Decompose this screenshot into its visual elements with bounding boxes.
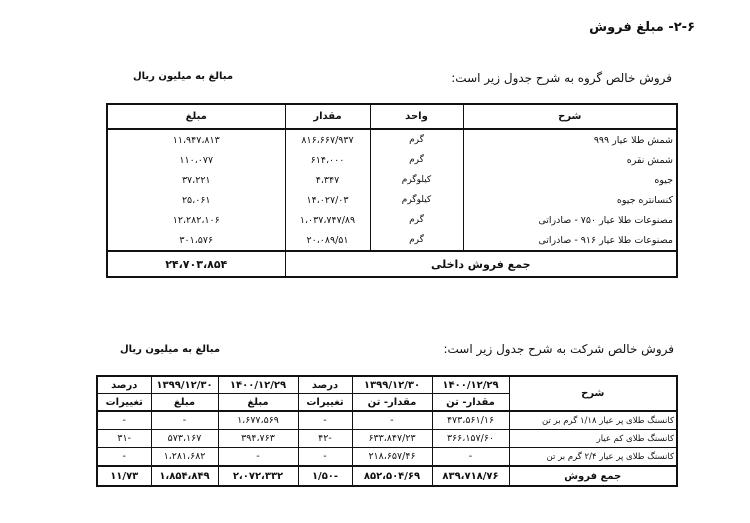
cell-amount-current: ۱،۶۷۷،۵۶۹ [218,411,298,430]
cell-amount: ۲۵،۰۶۱ [107,190,285,210]
cell-amount-change: -۳۱ [97,430,151,448]
header-desc: شرح [463,104,677,129]
header-qty: مقدار [285,104,370,129]
cell-desc: کنسانتره جیوه [463,190,677,210]
cell-qty-current: ۳۶۶،۱۵۷/۶۰ [432,430,509,448]
total-amount-change: ۱۱/۷۳ [97,466,151,486]
total-amount-current: ۲،۰۷۲،۳۳۲ [218,466,298,486]
cell-amount: ۱۱۰،۰۷۷ [107,150,285,170]
cell-desc: شمش نقره [463,150,677,170]
subheader-amount-previous: مبلغ [151,394,218,412]
header-date-current-amount: ۱۴۰۰/۱۲/۲۹ [218,376,298,394]
cell-qty-previous: ۲۱۸،۶۵۷/۴۶ [352,448,432,467]
table-header-row [107,104,677,129]
total-qty-previous: ۸۵۲،۵۰۴/۶۹ [352,466,432,486]
cell-desc: شمش طلا عیار ۹۹۹ [463,129,677,150]
cell-qty: ۲۰،۰۸۹/۵۱ [285,230,370,251]
cell-amount: ۱۲،۲۸۲،۱۰۶ [107,210,285,230]
company-sales-intro: فروش خالص شرکت به شرح جدول زیر است: [443,342,674,356]
cell-qty-previous: - [352,411,432,430]
subheader-change-qty: تغییرات [298,394,352,412]
header-amount: مبلغ [107,104,285,129]
cell-unit: گرم [370,210,463,230]
group-sales-intro: فروش خالص گروه به شرح جدول زیر است: [451,71,672,85]
cell-qty-current: ۴۷۳،۵۶۱/۱۶ [432,411,509,430]
total-amount: ۲۴،۷۰۳،۸۵۴ [107,251,285,277]
table-row [107,190,677,210]
group-sales-unit-note: مبالغ به میلیون ریال [133,71,234,82]
company-sales-unit-note: مبالغ به میلیون ریال [120,344,221,355]
subheader-qty-current: مقدار- تن [432,394,509,412]
group-sales-table [106,103,678,278]
total-row [107,251,677,277]
total-qty-current: ۸۳۹،۷۱۸/۷۶ [432,466,509,486]
total-label: جمع فروش داخلی [285,251,677,277]
cell-unit: کیلوگرم [370,190,463,210]
cell-qty-change: - [298,411,352,430]
cell-desc: مصنوعات طلا عیار ۹۱۶ - صادراتی [463,230,677,251]
cell-unit: گرم [370,230,463,251]
cell-amount: ۳۰۱،۵۷۶ [107,230,285,251]
cell-qty-previous: ۶۳۳،۸۴۷/۲۳ [352,430,432,448]
cell-amount-previous: ۵۷۳،۱۶۷ [151,430,218,448]
total-label: جمع فروش [509,466,677,486]
cell-qty: ۸۱۶،۶۶۷/۹۳۷ [285,129,370,150]
cell-unit: کیلوگرم [370,170,463,190]
section-heading: ۲-۶- مبلغ فروش [589,20,695,35]
table-row [107,129,677,150]
cell-desc: مصنوعات طلا عیار ۷۵۰ - صادراتی [463,210,677,230]
cell-amount-current: ۳۹۴،۷۶۳ [218,430,298,448]
cell-qty: ۱۴،۰۲۷/۰۳ [285,190,370,210]
table-row [107,170,677,190]
header-change-qty: درصد [298,376,352,394]
table-row [107,210,677,230]
cell-amount-current: - [218,448,298,467]
table-header-row [97,376,677,394]
cell-qty: ۴،۳۴۷ [285,170,370,190]
cell-qty: ۶۱۴،۰۰۰ [285,150,370,170]
cell-desc: جیوه [463,170,677,190]
table-row [97,430,677,448]
header-desc: شرح [509,376,677,411]
cell-amount-previous: ۱،۲۸۱،۶۸۲ [151,448,218,467]
header-date-current-qty: ۱۴۰۰/۱۲/۲۹ [432,376,509,394]
total-amount-previous: ۱،۸۵۴،۸۴۹ [151,466,218,486]
header-date-previous-qty: ۱۳۹۹/۱۲/۳۰ [352,376,432,394]
total-qty-change: -۱/۵۰ [298,466,352,486]
subheader-amount-current: مبلغ [218,394,298,412]
cell-desc: کانسنگ طلای کم عیار [509,430,677,448]
cell-qty-current: - [432,448,509,467]
cell-amount: ۱۱،۹۴۷،۸۱۳ [107,129,285,150]
company-sales-table [96,375,678,487]
header-unit: واحد [370,104,463,129]
subheader-qty-previous: مقدار- تن [352,394,432,412]
cell-desc: کانسنگ طلای پر عیار ۱/۱۸ گرم بر تن [509,411,677,430]
table-row [107,150,677,170]
cell-amount: ۳۷،۲۲۱ [107,170,285,190]
table-row [97,411,677,430]
subheader-change-amount: تغییرات [97,394,151,412]
cell-amount-previous: - [151,411,218,430]
header-date-previous-amount: ۱۳۹۹/۱۲/۳۰ [151,376,218,394]
total-row [97,466,677,486]
cell-qty-change: - [298,448,352,467]
table-row [97,448,677,467]
header-change-amount: درصد [97,376,151,394]
cell-desc: کانسنگ طلای پر عیار ۲/۴ گرم بر تن [509,448,677,467]
cell-unit: گرم [370,150,463,170]
cell-amount-change: - [97,411,151,430]
cell-qty-change: -۴۲ [298,430,352,448]
table-row [107,230,677,251]
cell-amount-change: - [97,448,151,467]
cell-unit: گرم [370,129,463,150]
cell-qty: ۱،۰۳۷،۷۴۷/۸۹ [285,210,370,230]
